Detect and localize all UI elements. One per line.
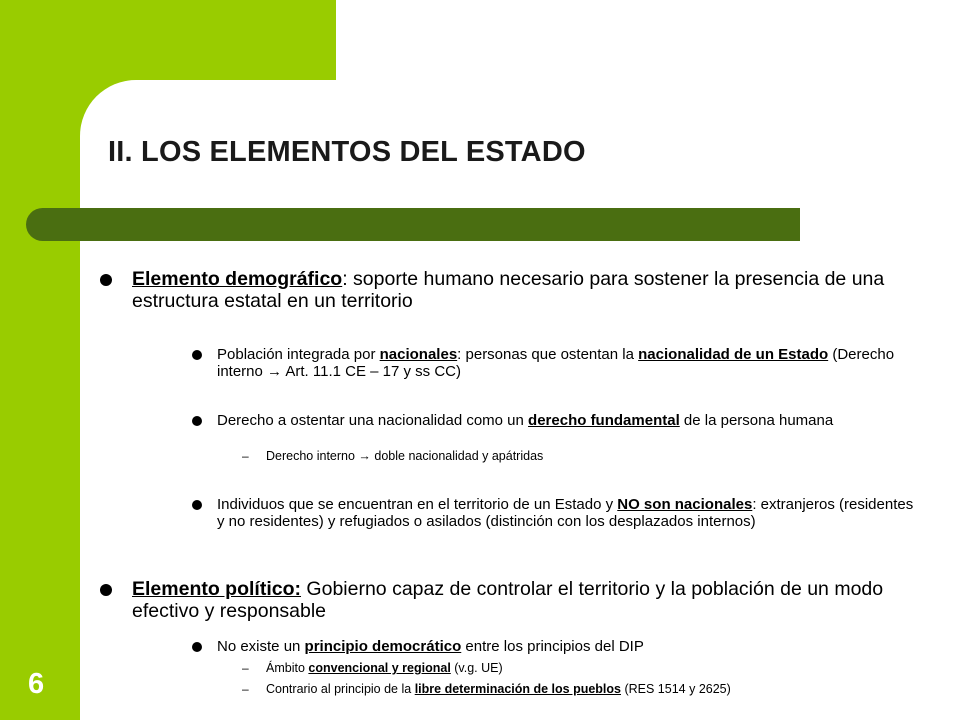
dash-marker: –	[242, 661, 249, 675]
underlined-term: libre determinación de los pueblos	[414, 682, 621, 696]
subbullet-fundamental-right	[217, 412, 922, 429]
subbullet-non-nationals	[217, 496, 922, 530]
bullet-dot	[192, 500, 202, 510]
slide-number: 6	[28, 668, 45, 700]
text-segment: (v.g. UE)	[450, 661, 503, 675]
dash-marker: –	[242, 682, 249, 696]
bullet-dot	[100, 274, 112, 286]
text-segment: : extranjeros (residentes y no residentes) y refugiados o asilados (distinción con los desplazados internos)	[217, 496, 914, 530]
bullet-text: : soporte humano necesario para sostener la presencia de una estructura estatal en un territorio	[132, 268, 885, 312]
bullet-political	[132, 578, 892, 622]
text-segment: Ámbito	[266, 661, 309, 675]
text-segment: Contrario al principio de la	[266, 682, 415, 696]
text-segment: No existe un	[217, 638, 305, 655]
text-segment: Derecho interno	[266, 449, 359, 463]
arrow-right-icon: →	[358, 449, 371, 463]
dash-item-self-determination	[242, 682, 906, 697]
bullet-heading: Elemento político:	[132, 578, 302, 600]
text-segment: Art. 11.1 CE – 17 y ss CC)	[282, 363, 461, 380]
dash-item-dual-nationality	[242, 449, 906, 464]
text-segment: Población integrada por	[217, 346, 380, 363]
bullet-dot	[192, 350, 202, 360]
bullet-demographic	[132, 268, 892, 312]
slide-title: II. LOS ELEMENTOS DEL ESTADO	[108, 136, 586, 168]
bullet-dot	[192, 416, 202, 426]
bullet-heading: Elemento demográfico	[132, 268, 343, 290]
dash-item-conventional-scope	[242, 661, 906, 676]
underlined-term: principio democrático	[304, 638, 462, 655]
bullet-dot	[100, 584, 112, 596]
subbullet-nationals	[217, 346, 922, 380]
text-segment: (Derecho interno	[217, 346, 895, 380]
underlined-term: NO son nacionales	[617, 496, 753, 513]
underlined-term: convencional y regional	[308, 661, 451, 675]
bullet-dot	[192, 642, 202, 652]
bullet-text: Gobierno capaz de controlar el territorio y la población de un modo efectivo y responsable	[132, 578, 884, 622]
text-segment: Individuos que se encuentran en el territorio de un Estado y	[217, 496, 618, 513]
text-segment: : personas que ostentan la	[457, 346, 639, 363]
dash-marker: –	[242, 449, 249, 463]
text-segment: de la persona humana	[679, 412, 834, 429]
underlined-term: derecho fundamental	[528, 412, 680, 429]
arrow-right-icon: →	[267, 363, 283, 380]
text-segment: Derecho a ostentar una nacionalidad como un	[217, 412, 529, 429]
underlined-term: nacionales	[379, 346, 458, 363]
underlined-term: nacionalidad de un Estado	[638, 346, 829, 363]
text-segment: (RES 1514 y 2625)	[621, 682, 731, 696]
subbullet-democratic-principle	[217, 638, 922, 655]
text-segment: doble nacionalidad y apátridas	[370, 449, 544, 463]
text-segment: entre los principios del DIP	[461, 638, 644, 655]
